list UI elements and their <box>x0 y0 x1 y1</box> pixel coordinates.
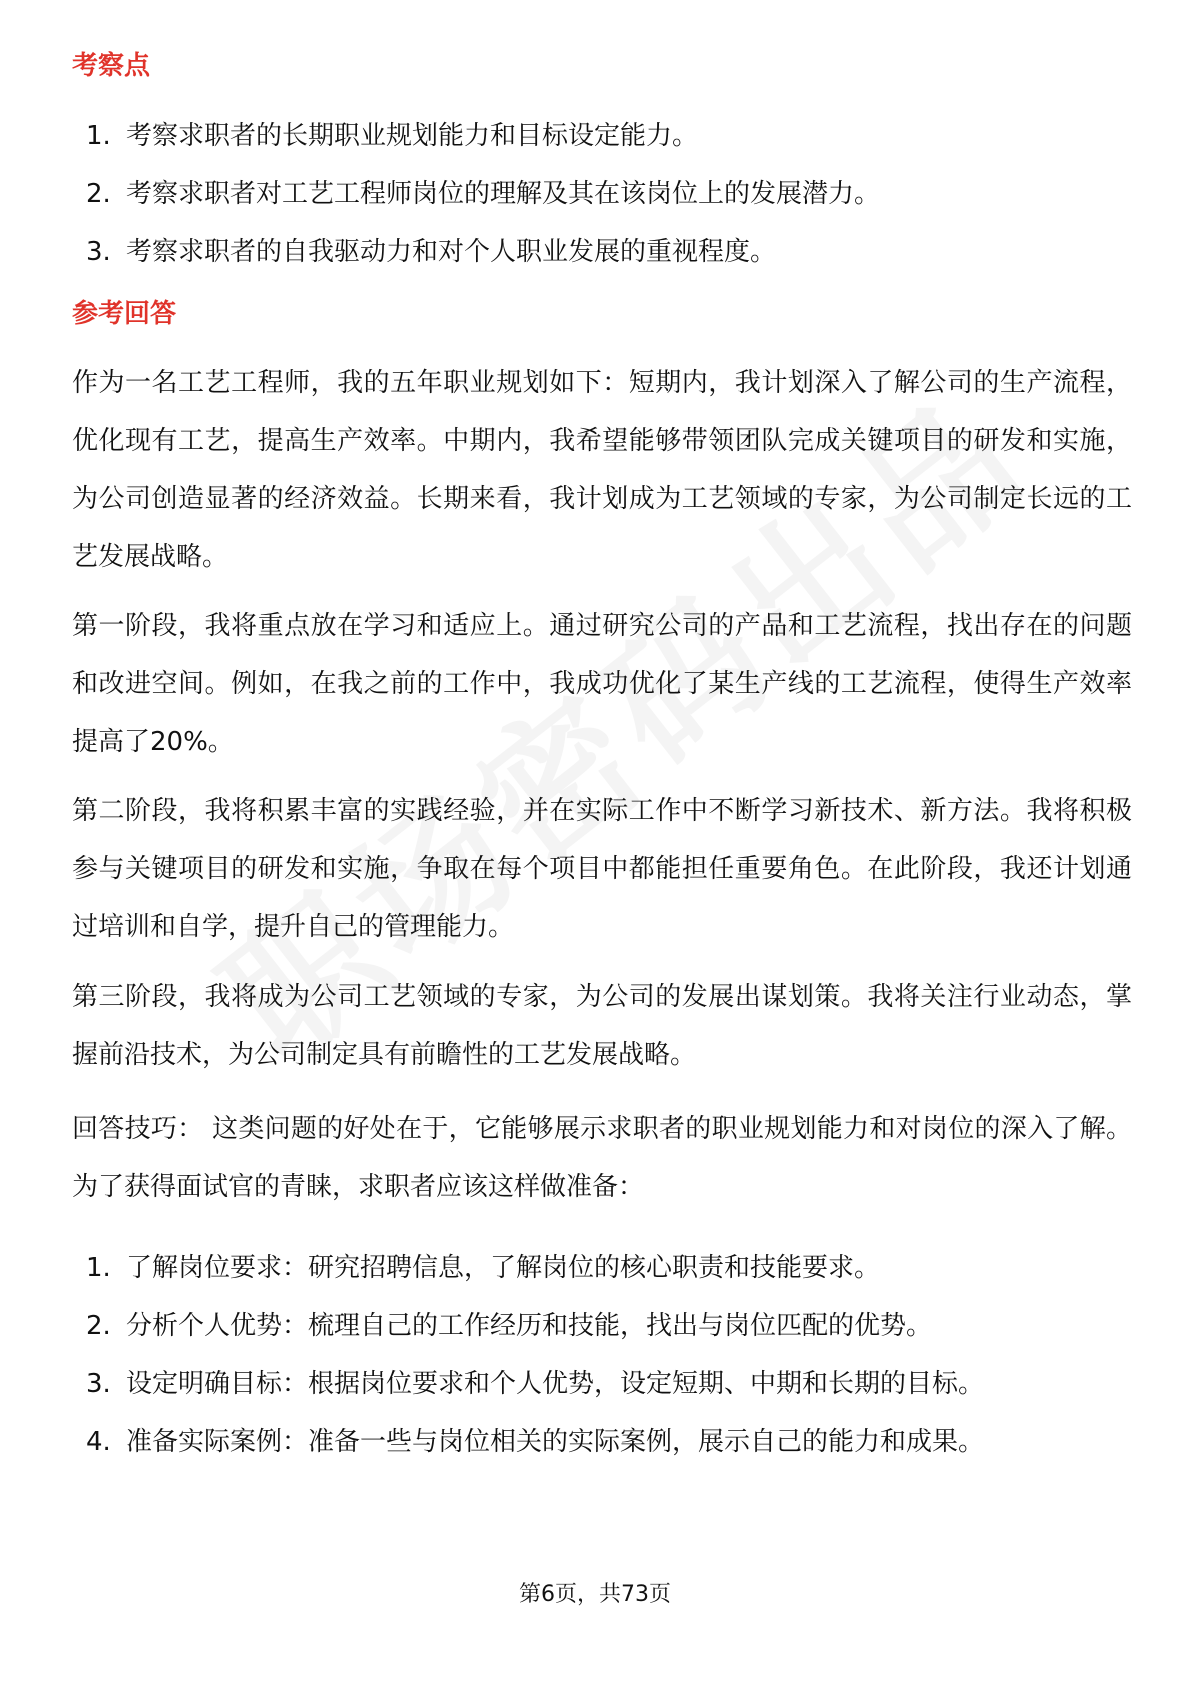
exam-points-list <box>72 118 880 292</box>
answer-paragraph-stage-2: 第二阶段，我将积累丰富的实践经验，并在实际工作中不断学习新技术、新方法。我将积极参与关键项目的研发和实施，争取在每个项目中都能担任重要角色。在此阶段，我还计划通过培训和自学，提升自己的管理能力。 <box>72 796 1132 942</box>
list-item <box>72 118 880 176</box>
list-text: 考察求职者的自我驱动力和对个人职业发展的重视程度。 <box>126 237 777 267</box>
list-item <box>72 1424 984 1482</box>
section-title-exam-points: 考察点 <box>72 51 151 81</box>
list-number: 1. <box>86 1253 111 1283</box>
answer-tips-intro: 回答技巧： 这类问题的好处在于，它能够展示求职者的职业规划能力和对岗位的深入了解。为了获得面试官的青睐，求职者应该这样做准备： <box>72 1114 1132 1202</box>
list-item <box>72 234 880 292</box>
list-text: 分析个人优势：梳理自己的工作经历和技能，找出与岗位匹配的优势。 <box>126 1311 933 1341</box>
list-text: 考察求职者对工艺工程师岗位的理解及其在该岗位上的发展潜力。 <box>126 179 881 209</box>
list-item <box>72 176 880 234</box>
answer-paragraph-stage-3: 第三阶段，我将成为公司工艺领域的专家，为公司的发展出谋划策。我将关注行业动态，掌握前沿技术，为公司制定具有前瞻性的工艺发展战略。 <box>72 982 1132 1070</box>
section-title-reference-answer: 参考回答 <box>72 299 177 329</box>
tips-list <box>72 1250 984 1482</box>
answer-paragraph-stage-1: 第一阶段，我将重点放在学习和适应上。通过研究公司的产品和工艺流程，找出存在的问题和改进空间。例如，在我之前的工作中，我成功优化了某生产线的工艺流程，使得生产效率提高了20%。 <box>72 611 1132 757</box>
list-item <box>72 1308 984 1366</box>
list-text: 考察求职者的长期职业规划能力和目标设定能力。 <box>126 121 699 151</box>
list-number: 2. <box>86 179 111 209</box>
list-text: 准备实际案例：准备一些与岗位相关的实际案例，展示自己的能力和成果。 <box>126 1427 985 1457</box>
answer-paragraph-intro: 作为一名工艺工程师，我的五年职业规划如下：短期内，我计划深入了解公司的生产流程，优化现有工艺，提高生产效率。中期内，我希望能够带领团队完成关键项目的研发和实施，为公司创造显著的经济效益。长期来看，我计划成为工艺领域的专家，为公司制定长远的工艺发展战略。 <box>72 368 1132 572</box>
list-text: 了解岗位要求：研究招聘信息，了解岗位的核心职责和技能要求。 <box>126 1253 881 1283</box>
list-number: 3. <box>86 1369 111 1399</box>
list-text: 设定明确目标：根据岗位要求和个人优势，设定短期、中期和长期的目标。 <box>126 1369 985 1399</box>
list-number: 4. <box>86 1427 111 1457</box>
page-number: 第6页，共73页 <box>519 1582 671 1607</box>
list-item <box>72 1250 984 1308</box>
list-number: 2. <box>86 1311 111 1341</box>
list-item <box>72 1366 984 1424</box>
list-number: 1. <box>86 121 111 151</box>
list-number: 3. <box>86 237 111 267</box>
